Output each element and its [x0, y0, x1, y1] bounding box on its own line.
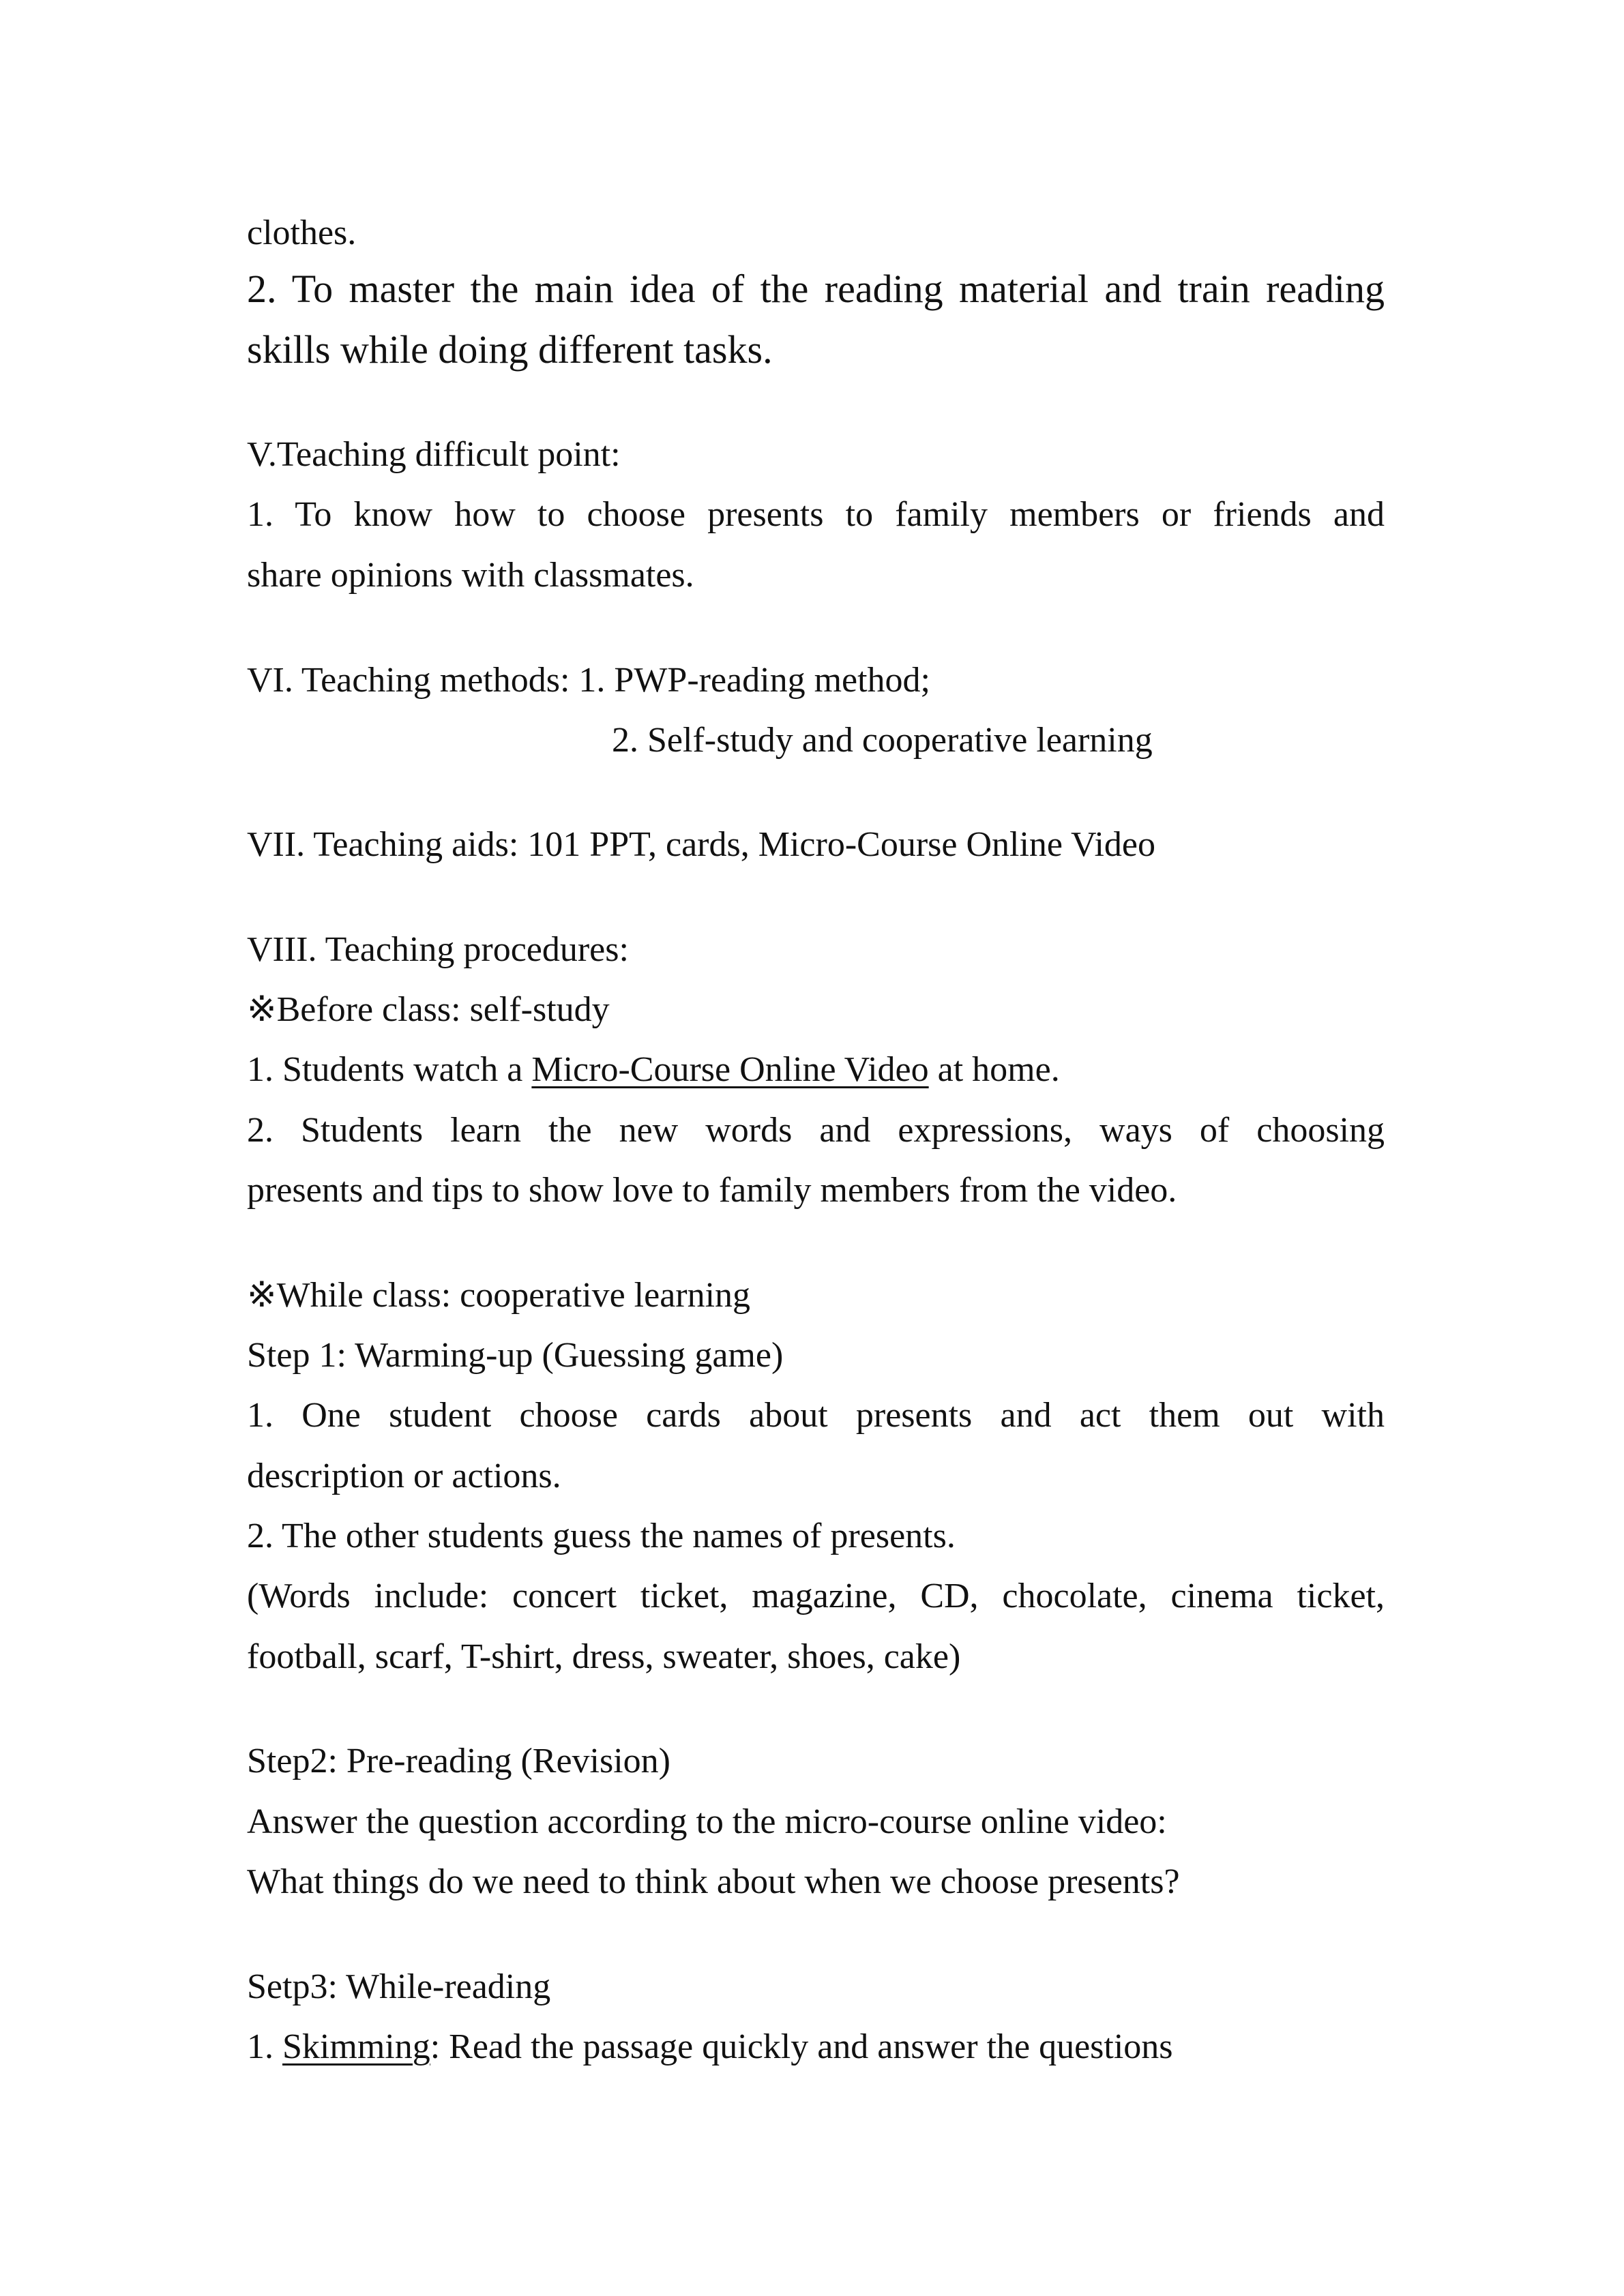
micro-course-video-link[interactable]: Micro-Course Online Video	[531, 1050, 929, 1089]
step3-item-1	[247, 2025, 1385, 2069]
objective-item-2-line-1: 2. To master the main idea of the reading material and train reading	[247, 267, 1385, 311]
methods-item-2: 2. Self-study and cooperative learning	[612, 721, 1153, 760]
step1-words-line-2: football, scarf, T-shirt, dress, sweater, shoes, cake)	[247, 1637, 961, 1676]
step1-item-2: 2. The other students guess the names of presents.	[247, 1517, 956, 1555]
step2-line-2: What things do we need to think about when we choose presents?	[247, 1862, 1180, 1901]
step1-heading: Step 1: Warming-up (Guessing game)	[247, 1336, 784, 1375]
skimming-link[interactable]: Skimming	[282, 2027, 430, 2066]
step1-item-1-line-1: 1. One student choose cards about presents and act them out with	[247, 1396, 1385, 1435]
step1-words-line-1: (Words include: concert ticket, magazine, CD, chocolate, cinema ticket,	[247, 1577, 1385, 1615]
difficult-point-item-1-line-1: 1. To know how to choose presents to family members or friends and	[247, 495, 1385, 534]
step2-heading: Step2: Pre-reading (Revision)	[247, 1742, 670, 1780]
step3-item-1-prefix: 1.	[247, 2027, 282, 2066]
before-class-item-2-line-1: 2. Students learn the new words and expressions, ways of choosing	[247, 1111, 1385, 1150]
while-class-heading: ※While class: cooperative learning	[247, 1276, 751, 1315]
teaching-aids: VII. Teaching aids: 101 PPT, cards, Micro-Course Online Video	[247, 825, 1155, 864]
methods-heading: VI. Teaching methods: 1. PWP-reading method;	[247, 661, 930, 700]
step3-heading: Setp3: While-reading	[247, 1967, 551, 2006]
before-class-item-1	[247, 1048, 1385, 1092]
difficult-point-heading: V.Teaching difficult point:	[247, 435, 621, 474]
before-class-heading: ※Before class: self-study	[247, 990, 610, 1029]
step2-line-1: Answer the question according to the micro-course online video:	[247, 1802, 1167, 1841]
difficult-point-item-1-line-2: share opinions with classmates.	[247, 556, 694, 595]
objective-continuation: clothes.	[247, 213, 357, 252]
before-class-item-1-prefix: 1. Students watch a	[247, 1050, 532, 1089]
objective-item-2-line-2: skills while doing different tasks.	[247, 327, 773, 372]
before-class-item-2-line-2: presents and tips to show love to family members from the video.	[247, 1171, 1177, 1210]
procedures-heading: VIII. Teaching procedures:	[247, 930, 629, 969]
step1-item-1-line-2: description or actions.	[247, 1457, 561, 1495]
before-class-item-1-suffix: at home.	[928, 1050, 1060, 1089]
step3-item-1-suffix: : Read the passage quickly and answer the questions	[430, 2027, 1173, 2066]
